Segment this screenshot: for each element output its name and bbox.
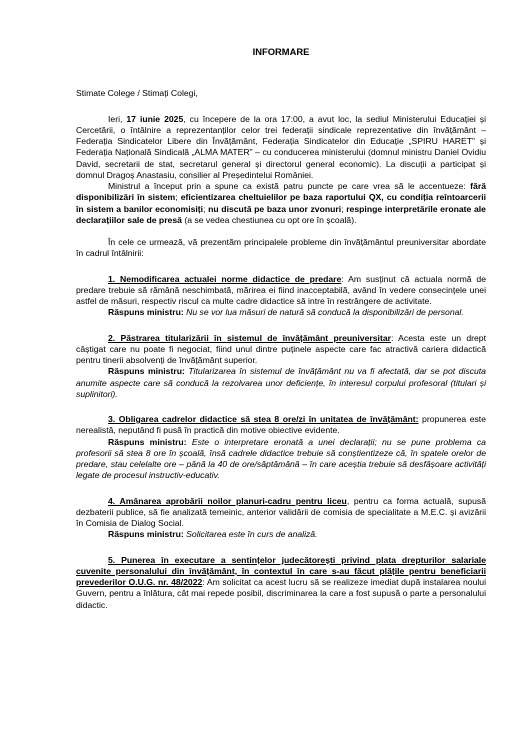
intro-text-1: Ieri, xyxy=(108,113,127,124)
minister-text-end: (a se vedea chestiunea cu opt ore în școală). xyxy=(181,214,357,225)
document-title: INFORMARE xyxy=(252,46,310,57)
point-4-text: , pentru ca forma actuală, supusă dezbaterii publice, să fie analizată temeinic, anterior validării de comisia de specialitate a M.E.C. și avizării în Comisia de Dialog Social. xyxy=(76,495,487,528)
point-2-heading: 2. Păstrarea titularizării în sistemul de învățământ preuniversitar xyxy=(108,332,391,343)
point-3-answer xyxy=(76,437,486,482)
point-2-answer-text: Titularizarea în sistemul de învățământ nu va fi afectată, dar se pot discuta anumite aspecte care să conducă la rezolvarea unor deficiențe, în interesul corpului profesoral (titulari și suplinitori). xyxy=(76,366,486,399)
point-3 xyxy=(76,414,486,437)
minister-point-2: eficientizarea cheltuielilor pe baza raportului QX, cu condiția reîntoarcerii în sistem a banilor economisiți xyxy=(76,192,486,214)
minister-point-4: respinge interpretările eronate ale declarațiilor sale de presă xyxy=(76,203,486,225)
point-4-answer-label: Răspuns ministru xyxy=(108,529,181,540)
point-4-answer xyxy=(76,529,486,540)
meeting-date: 17 iunie 2025 xyxy=(126,113,184,124)
point-1-answer-sep: : xyxy=(180,307,187,318)
point-4-heading: 4. Amânarea aprobării noilor planuri-cadru pentru liceu xyxy=(108,495,347,506)
minister-point-3: nu discută pe baza unor zvonuri xyxy=(208,203,342,214)
point-1-answer xyxy=(76,307,486,318)
point-4 xyxy=(76,496,486,530)
point-5-heading: 5. Punerea în executare a sentințelor judecătorești privind plata drepturilor salariale cuvenite personalului din învățământ, în contextul în care s-au făcut plățile pentru beneficiarii prevederilor O.U.G. nr. 48/2022 xyxy=(76,554,486,587)
point-3-answer-text: Este o interpretare eronată a unei declarații; nu se pune problema ca profesorii să stea 8 ore în școală, însă cadrele didactice trebuie să conștientizeze că, în spatele orelor de predare, stau celelalte ore – până la 40 de ore/săptămână – în care aceștia trebuie să desfășoare activități legate de procesul instructiv-educativ. xyxy=(76,436,486,481)
intro-text-2: , cu începere de la ora 17:00, a avut loc, la sediul Ministerului Educației și Cercetării, o întâlnire a reprezentanților celor trei federații sindicale reprezentative din învățământ – Federația Sindicatelor Libere din Învățământ, Federația Sindicatelor din Educație „SPIRU HARET” și Federația Națională Sindicală „ALMA MATER” – cu conducerea ministerului (domnul ministru Daniel Ovidiu David, secretarii de stat, secretarul general și directorul general economic). La discuții a participat și domnul Dragoș Anastasiu, consilier al Președintelui României. xyxy=(76,113,487,180)
point-1 xyxy=(76,274,486,308)
point-1-heading: 1. Nemodificarea actualei norme didactice de predare xyxy=(108,273,342,284)
point-2-answer-sep: : xyxy=(181,366,189,377)
point-3-answer-label: Răspuns ministru xyxy=(108,436,184,447)
minister-sep-1: ; xyxy=(175,192,181,203)
point-2-text: : Acesta este un drept câștigat care nu poate fi negociat, fiind unul dintre puținele aspecte care fac atractivă cariera didactică pentru tinerii absolvenți de învățământ superior. xyxy=(76,332,486,365)
point-4-answer-sep: : xyxy=(180,529,187,540)
minister-sep-3: ; xyxy=(341,203,347,214)
point-2-answer-label: Răspuns ministru xyxy=(108,366,182,377)
point-4-answer-text: Solicitarea este în curs de analiză. xyxy=(186,529,318,540)
point-2 xyxy=(76,333,486,367)
point-2-answer xyxy=(76,366,486,400)
intro-paragraph xyxy=(76,114,486,182)
lead-paragraph: În cele ce urmează, vă prezentăm principalele probleme din învățământul preuniversitar abordate în cadrul întâlnirii: xyxy=(76,237,486,259)
point-3-heading: 3. Obligarea cadrelor didactice să stea 8 ore/zi în unitatea de învățământ: xyxy=(108,414,419,424)
salutation: Stimate Colege / Stimați Colegi, xyxy=(76,88,198,99)
point-3-text: propunerea este nerealistă, neputând fi pusă în practică din motive obiective evidente. xyxy=(76,414,486,436)
minister-sep-2: ; xyxy=(203,203,209,214)
minister-paragraph xyxy=(76,181,486,226)
minister-point-1: fără disponibilizări în sistem xyxy=(76,181,486,203)
point-5 xyxy=(76,555,486,611)
point-1-answer-text: Nu se vor lua măsuri de natură să conducă la disponibilizări de personal. xyxy=(186,307,464,318)
point-1-text: : Am susținut că actuala normă de predare trebuie să rămână neschimbată, mărirea ei fiind inacceptabilă, având în vedere consecințele unei astfel de măsuri, respectiv riscul ca multe cadre didactice să intre în restrângere de activitate. xyxy=(76,273,486,306)
minister-text-1: Ministrul a început prin a spune ca există patru puncte pe care vrea să le accentueze: xyxy=(108,181,471,191)
point-5-text: : Am solicitat ca acest lucru să se realizeze imediat după instalarea noului Guvern, pentru a înlătura, cât mai repede posibil, discriminarea la care a fost supusă o parte a personalului didactic. xyxy=(76,577,486,610)
point-1-answer-label: Răspuns ministru xyxy=(108,307,181,318)
point-3-answer-sep: : xyxy=(183,436,192,447)
